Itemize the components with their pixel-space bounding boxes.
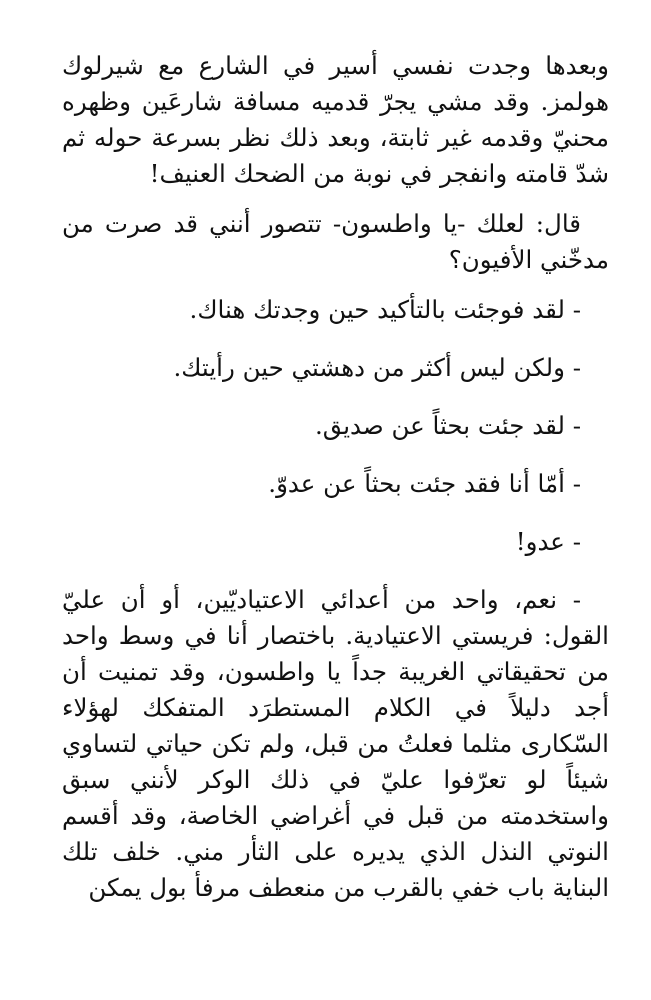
dialog-line-5: - عدو! — [515, 527, 581, 556]
dialog-line-3: - لقد جئت بحثاً عن صديق. — [315, 411, 581, 440]
page-text — [62, 48, 609, 906]
dialog-line-6: - نعم، واحد من أعدائي الاعتياديّين، أو أن عليّ القول: فريستي الاعتيادية. باختصار أنا في وسط واحد من تحقيقاتي الغريبة جداً يا واطسون، وقد تمنيت أن أجد دليلاً في الكلام المستطرَد المتفكك لهؤلاء السّكارى مثلما فعلتُ من قبل، ولم تكن حياتي لتساوي شيئاً لو تعرّفوا عليّ في ذلك الوكر لأنني سبق واستخدمته من قبل في أغراضي الخاصة، وقد أقسم النوتي النذل الذي يديره على الثأر مني. خلف تلك البناية باب خفي بالقرب من منعطف مرفأ بول يمكن — [62, 585, 609, 902]
paragraph-holmes-speech: قال: لعلك -يا واطسون- تتصور أنني قد صرت من مدخّني الأفيون؟ — [62, 209, 609, 274]
dialog-line-1: - لقد فوجئت بالتأكيد حين وجدتك هناك. — [189, 295, 581, 324]
dialog-line-2: - ولكن ليس أكثر من دهشتي حين رأيتك. — [173, 353, 581, 382]
dialog-line-4: - أمّا أنا فقد جئت بحثاً عن عدوّ. — [268, 469, 581, 498]
paragraph-narration: وبعدها وجدت نفسي أسير في الشارع مع شيرلوك هولمز. وقد مشي يجرّ قدميه مسافة شارعَين وظهره محنيّ وقدمه غير ثابتة، وبعد ذلك نظر بسرعة حوله ثم شدّ قامته وانفجر في نوبة من الضحك العنيف! — [62, 51, 609, 188]
